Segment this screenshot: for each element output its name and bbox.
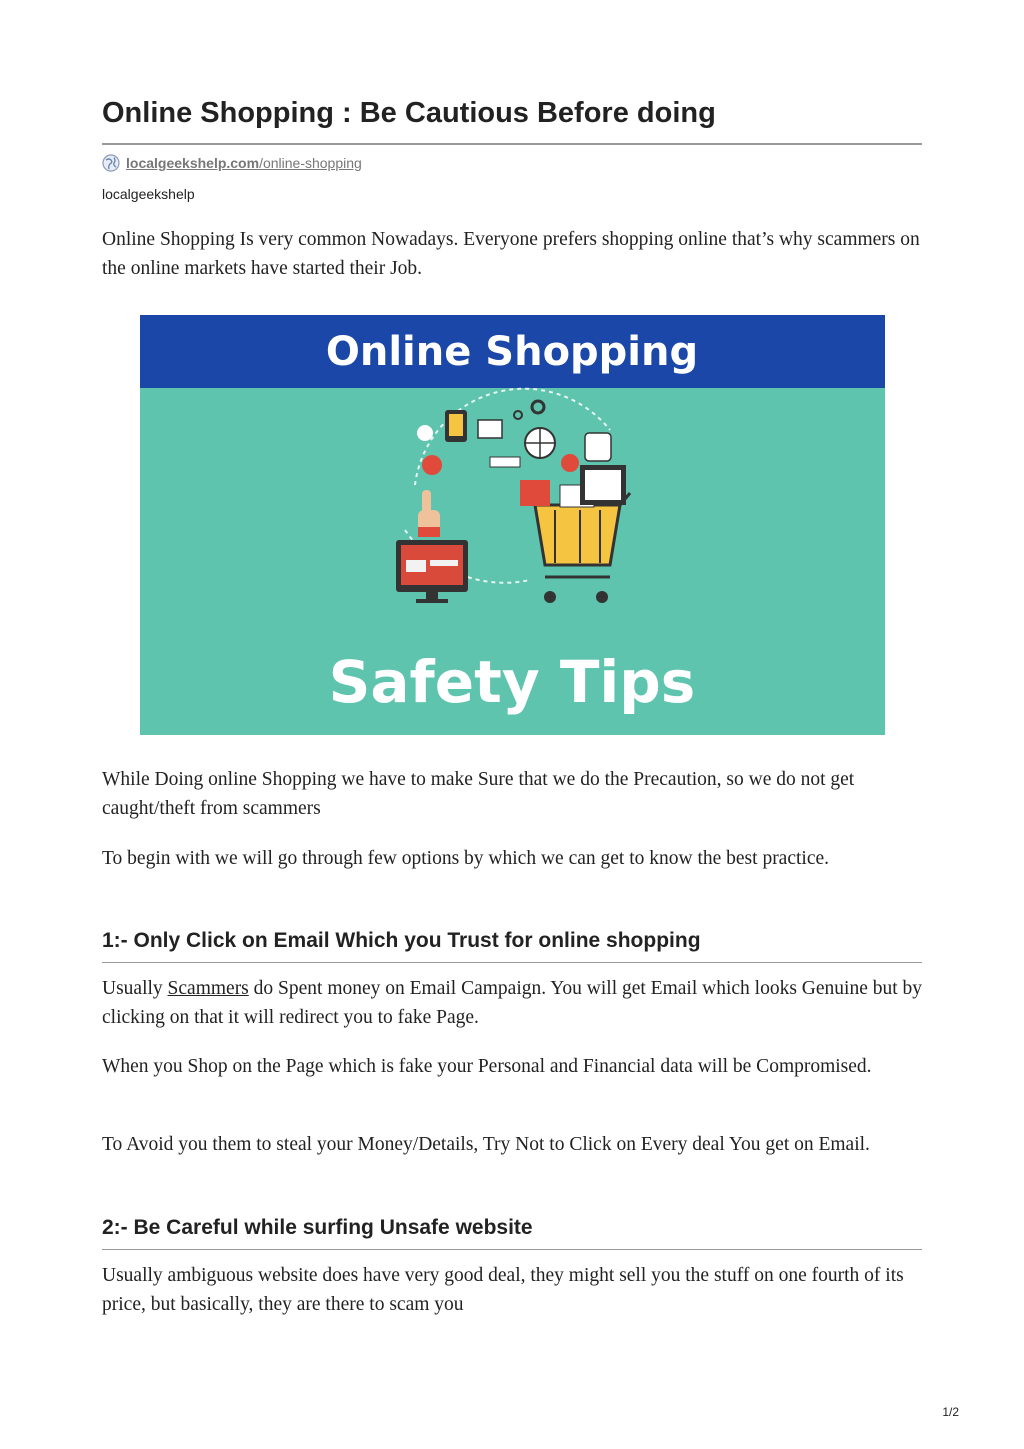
hero-image [140, 315, 885, 735]
page-number: 1/2 [942, 1405, 959, 1419]
section2-heading: 2:- Be Careful while surfing Unsafe website [102, 1216, 533, 1239]
section1-divider [102, 962, 922, 963]
article-title: Online Shopping : Be Cautious Before doing [102, 97, 716, 129]
hero-bottom-text: Safety Tips [328, 648, 696, 716]
section1-paragraph-3: To Avoid you them to steal your Money/Details, Try Not to Click on Every deal You get on Email. [102, 1134, 870, 1155]
globe-icon [102, 154, 120, 172]
paragraph-precaution: While Doing online Shopping we have to make Sure that we do the Precaution, so we do not get caught/theft from scammers [102, 769, 855, 819]
section2-divider [102, 1249, 922, 1250]
source-link[interactable] [126, 155, 362, 171]
section1-p1-before: Usually [102, 978, 168, 999]
title-divider [102, 143, 922, 145]
section1-p1-after: do Spent money on Email Campaign. You will get Email which looks Genuine but by clicking on that it will redirect you to fake Page. [102, 978, 923, 1028]
source-domain: localgeekshelp.com [126, 155, 260, 171]
hero-top-text: Online Shopping [325, 329, 699, 375]
source-path: /online-shopping [259, 155, 362, 171]
source-line [102, 152, 362, 174]
section1-heading: 1:- Only Click on Email Which you Trust for online shopping [102, 929, 701, 952]
section2-paragraph-1: Usually ambiguous website does have very good deal, they might sell you the stuff on one fourth of its price, but basically, they are there to scam you [102, 1265, 904, 1315]
section1-paragraph-1 [102, 974, 924, 1032]
intro-paragraph: Online Shopping Is very common Nowadays. Everyone prefers shopping online that’s why scammers on the online markets have started their Job. [102, 229, 920, 279]
section1-paragraph-2: When you Shop on the Page which is fake your Personal and Financial data will be Compromised. [102, 1056, 872, 1077]
author-name: localgeekshelp [102, 186, 195, 202]
paragraph-begin: To begin with we will go through few options by which we can get to know the best practice. [102, 848, 830, 869]
scammers-link[interactable]: Scammers [167, 978, 249, 999]
